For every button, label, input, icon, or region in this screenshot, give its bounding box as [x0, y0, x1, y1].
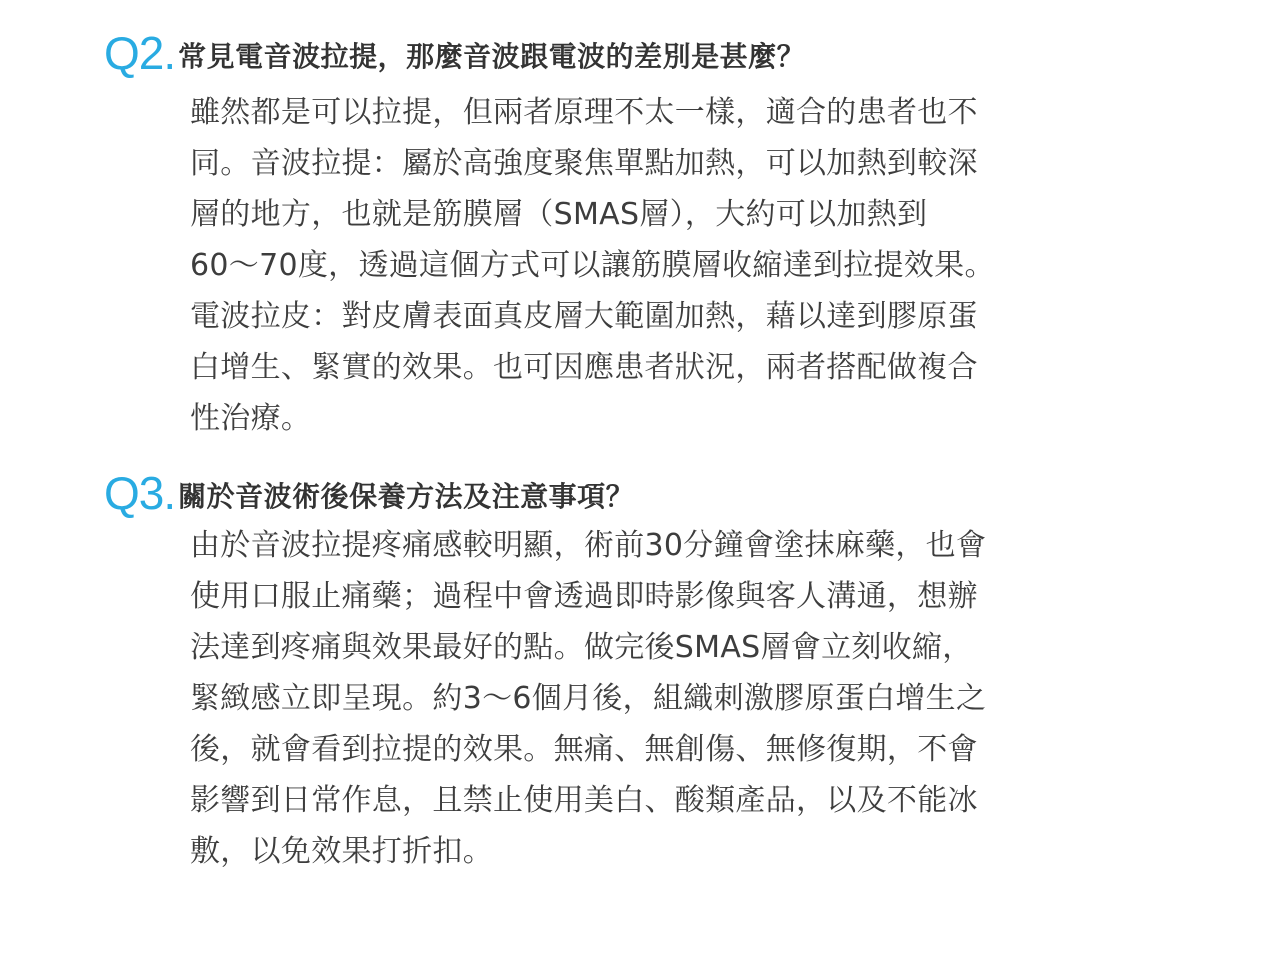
question-header-q3: [104, 467, 635, 519]
answer-line: 電波拉皮：對皮膚表面真皮層大範圍加熱，藉以達到膠原蛋: [190, 299, 978, 334]
answer-line: 同。音波拉提：屬於高強度聚焦單點加熱，可以加熱到較深: [190, 146, 978, 181]
question-title: 關於音波術後保養方法及注意事項？: [178, 480, 635, 513]
answer-line: 敷，以免效果打折扣。: [190, 834, 493, 869]
answer-line: 層的地方，也就是筋膜層（SMAS層），大約可以加熱到: [190, 197, 928, 232]
answer-line: 白增生、緊實的效果。也可因應患者狀況，兩者搭配做複合: [190, 350, 978, 385]
question-number-dot: .: [163, 467, 177, 519]
answer-text-q2: [190, 87, 995, 444]
question-number: Q3: [104, 467, 164, 519]
answer-line: 緊緻感立即呈現。約3～6個月後，組織刺激膠原蛋白增生之: [190, 681, 987, 716]
question-title: 常見電音波拉提，那麼音波跟電波的差別是甚麼？: [178, 40, 806, 73]
question-number-dot: .: [163, 27, 177, 79]
answer-line: 影響到日常作息，且禁止使用美白、酸類產品，以及不能冰: [190, 783, 978, 818]
question-number: Q2: [104, 27, 164, 79]
answer-line: 60～70度，透過這個方式可以讓筋膜層收縮達到拉提效果。: [190, 248, 995, 283]
answer-line: 法達到疼痛與效果最好的點。做完後SMAS層會立刻收縮，: [190, 630, 973, 665]
question-header-q2: [104, 27, 806, 79]
answer-line: 使用口服止痛藥；過程中會透過即時影像與客人溝通，想辦: [190, 579, 978, 614]
answer-line: 雖然都是可以拉提，但兩者原理不太一樣，適合的患者也不: [190, 95, 978, 130]
answer-line: 性治療。: [190, 401, 312, 436]
answer-line: 後，就會看到拉提的效果。無痛、無創傷、無修復期，不會: [190, 732, 978, 767]
answer-line: 由於音波拉提疼痛感較明顯，術前30分鐘會塗抹麻藥，也會: [190, 528, 987, 563]
answer-text-q3: [190, 520, 986, 877]
